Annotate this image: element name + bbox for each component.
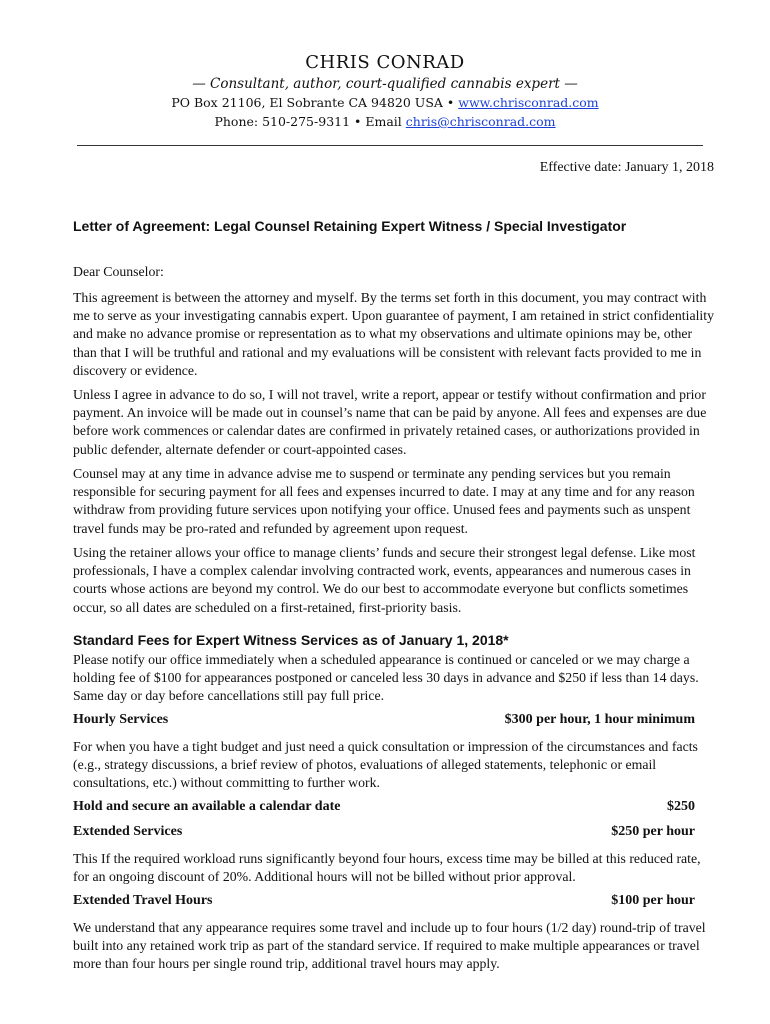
- fee-label: Extended Travel Hours: [73, 893, 213, 908]
- fee-label: Hourly Services: [73, 712, 169, 727]
- paragraph-text: Counsel may at any time in advance advise me to suspend or terminate any pending services but you remain responsible for securing payment for all fees and expenses incurred to date. I may at any time and for any reason withdraw from providing future services upon notifying your office. Unused fees and payments such as unspent travel funds may be pro-rated and refunded by agreement upon request.: [73, 466, 695, 536]
- paragraph-text: Unless I agree in advance to do so, I will not travel, write a report, appear or testify without confirmation and prior payment. An invoice will be made out in counsel’s name that can be paid by anyone. All fees and expenses are due before work commences or calendar dates are confirmed in privately retained cases, or authorizations provided in public defender, alternate defender or court-appointed cases.: [73, 387, 707, 457]
- fees-notice: Please notify our office immediately when a scheduled appearance is continued or canceled or we may charge a holding fee of $100 for appearances postponed or canceled less 30 days in advance and $250 if less than 14 days. Same day or day before cancellations still pay full price.: [73, 652, 699, 704]
- salutation: Dear Counselor:: [73, 264, 164, 279]
- letterhead-name: CHRIS CONRAD: [305, 52, 465, 73]
- letter-title: Letter of Agreement: Legal Counsel Retaining Expert Witness / Special Investigator: [73, 218, 627, 234]
- paragraph-text: Using the retainer allows your office to manage clients’ funds and secure their strongest legal defense. Like most professionals, I have a complex calendar involving contracted work, events, appearances and numerous cases in courts whose actions are beyond my control. We do our best to accommodate everyone but conflicts sometimes occur, so all dates are scheduled on a first-retained, first-priority basis.: [73, 545, 696, 615]
- paragraph-termination: [73, 465, 716, 538]
- letterhead-tagline: — Consultant, author, court-qualified cannabis expert —: [192, 76, 578, 92]
- fee-label: Hold and secure an available a calendar date: [73, 799, 341, 814]
- paragraph-payment: [73, 386, 716, 459]
- fee-row-travel: [73, 893, 695, 909]
- header-divider: [77, 145, 703, 146]
- fees-heading: Standard Fees for Expert Witness Services as of January 1, 2018*: [73, 632, 509, 648]
- letterhead-contact-line: [0, 114, 770, 129]
- paragraph-scheduling: [73, 544, 716, 617]
- fee-description-travel: We understand that any appearance requires some travel and include up to four hours (1/2 day) round-trip of travel built into any retained work trip as part of the standard service. If required to make multiple appearances or travel more than four hours per single round trip, additional travel hours may apply.: [73, 920, 706, 972]
- letterhead-address-line: [0, 95, 770, 110]
- fee-row-extended: [73, 824, 695, 840]
- fee-description-extended: This If the required workload runs significantly beyond four hours, excess time may be billed at this reduced rate, for an ongoing discount of 20%. Additional hours will not be billed without prior approval.: [73, 851, 701, 885]
- letterhead-address: PO Box 21106, El Sobrante CA 94820 USA •: [171, 95, 455, 110]
- fee-price: $250: [667, 799, 695, 814]
- fee-price: $250 per hour: [611, 824, 695, 839]
- fee-label: Extended Services: [73, 824, 183, 839]
- fee-row-hold: [73, 799, 695, 815]
- email-link[interactable]: chris@chrisconrad.com: [405, 114, 556, 129]
- fee-row-hourly: [73, 712, 695, 728]
- effective-date: Effective date: January 1, 2018: [539, 160, 714, 175]
- paragraph-text: This agreement is between the attorney and myself. By the terms set forth in this document, you may contract with me to serve as your investigating cannabis expert. Upon guarantee of payment, I am retained in strict confidentiality and make no advance promise or representation as to what my observations and ultimate opinions may be, other than that I will be truthful and rational and my evaluations will be consistent with relevant facts provided to me in discovery or evidence.: [73, 290, 714, 378]
- paragraph-engagement: [73, 289, 716, 380]
- fee-description-hourly: For when you have a tight budget and just need a quick consultation or impression of the circumstances and facts (e.g., strategy discussions, a brief review of photos, evaluations of alleged statements, telephonic or email consultations, etc.) without committing to further work.: [73, 739, 698, 791]
- letterhead-phone: Phone: 510-275-9311 • Email: [214, 114, 402, 129]
- website-link[interactable]: www.chrisconrad.com: [458, 95, 599, 110]
- fee-price: $100 per hour: [611, 893, 695, 908]
- fee-price: $300 per hour, 1 hour minimum: [504, 712, 695, 727]
